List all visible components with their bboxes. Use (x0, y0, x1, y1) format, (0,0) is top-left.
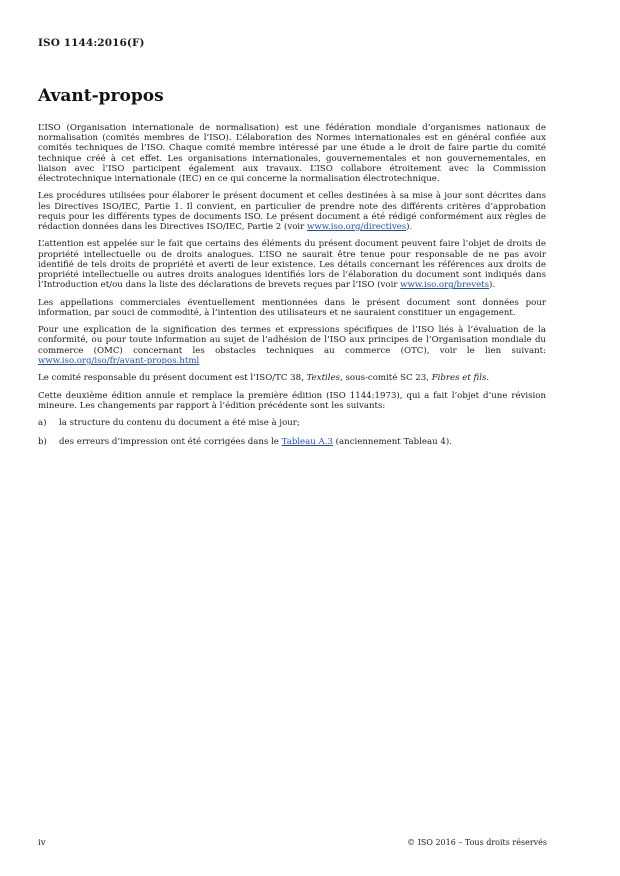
list-content-b (59, 437, 452, 447)
committee-text-a: Le comité responsable du présent document est l’ISO/TC 38, (38, 373, 307, 384)
paragraph-conformity-text: Pour une explication de la signification des termes et expressions spécifiques de l’ISO liés à l’évaluation de la conformité, ou pour toute information au sujet de l’adhésion de l’ISO aux principes de l’Organisation mondiale du commerce (OMC) concernant les obstacles techniques au commerce (OTC), voir le lien suivant: (38, 325, 546, 356)
committee-text-end: . (486, 373, 490, 384)
committee-text-b: , sous-comité SC 23, (340, 373, 432, 384)
paragraph-patents (38, 239, 546, 290)
foreword-info-link[interactable]: www.iso.org/iso/fr/avant-propos.html (38, 355, 200, 366)
list-item-a (38, 418, 546, 428)
patents-link[interactable]: www.iso.org/brevets (400, 280, 490, 291)
paragraph-procedures-end: ). (406, 222, 413, 233)
paragraph-committee (38, 373, 546, 383)
paragraph-trade-names: Les appellations commerciales éventuellement mentionnées dans le présent document sont données pour information, par souci de commodité, à l’intention des utilisateurs et ne sauraient constituer un engagement. (38, 297, 546, 318)
paragraph-conformity (38, 325, 546, 366)
committee-textiles: Textiles (306, 373, 341, 384)
page-title: Avant-propos (38, 86, 164, 106)
copyright-notice: © ISO 2016 – Tous droits réservés (407, 838, 547, 847)
committee-fibres: Fibres et fils (431, 373, 487, 384)
directives-link[interactable]: www.iso.org/directives (306, 222, 407, 233)
paragraph-iso-intro: L’ISO (Organisation internationale de normalisation) est une fédération mondiale d’organismes nationaux de normalisation (comités membres de l’ISO). L’élaboration des Normes internationales est en général confiée aux comités techniques de l’ISO. Chaque comité membre intéressé par une étude a le droit de faire partie du comité technique créé à cet effet. Les organisations internationales, gouvernementales et non gouvernementales, en liaison avec l’ISO participent également aux travaux. L’ISO collabore étroitement avec la Commission électrotechnique internationale (IEC) en ce qui concerne la normalisation électrotechnique. (38, 123, 546, 185)
paragraph-patents-end: ). (489, 280, 496, 291)
list-text-b-end: (anciennement Tableau 4). (332, 437, 452, 448)
paragraph-edition: Cette deuxième édition annule et remplace la première édition (ISO 1144:1973), qui a fait l’objet d’une révision mineure. Les changements par rapport à l’édition précédente sont les suivants: (38, 390, 546, 411)
list-text-b: des erreurs d’impression ont été corrigées dans le (59, 437, 282, 448)
paragraph-procedures (38, 191, 546, 232)
foreword-body (38, 123, 546, 457)
table-a3-link[interactable]: Tableau A.3 (281, 437, 333, 448)
list-text-a: la structure du contenu du document a été mise à jour; (59, 418, 300, 429)
list-item-b (38, 437, 546, 447)
page-number: iv (38, 838, 46, 848)
paragraph-patents-text: L’attention est appelée sur le fait que certains des éléments du présent document peuvent faire l’objet de droits de propriété intellectuelle ou de droits analogues. L’ISO ne saurait être tenue pour responsable de ne pas avoir identifié de tels droits de propriété et averti de leur existence. Les détails concernant les références aux droits de propriété intellectuelle ou autres droits analogues identifiés lors de l’élaboration du document sont indiqués dans l’Introduction et/ou dans la liste des déclarations de brevets reçues par l’ISO (voir (38, 239, 546, 291)
list-marker-a: a) (38, 418, 47, 429)
document-id: ISO 1144:2016(F) (38, 37, 145, 49)
paragraph-procedures-text: Les procédures utilisées pour élaborer le présent document et celles destinées à sa mise à jour sont décrites dans les Directives ISO/IEC, Partie 1. Il convient, en particulier de prendre note des différents critères d’approbation requis pour les différents types de documents ISO. Le présent document a été rédigé conformément aux règles de rédaction données dans les Directives ISO/IEC, Partie 2 (voir (38, 191, 546, 233)
list-marker-b: b) (38, 437, 47, 448)
